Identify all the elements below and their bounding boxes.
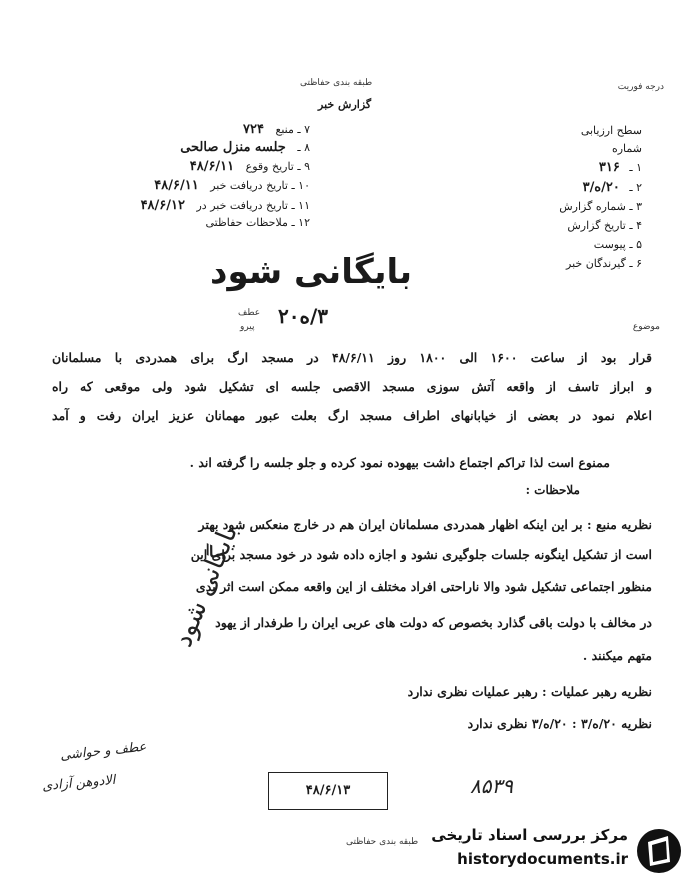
- logo-title: مرکز بررسی اسناد تاریخی: [431, 826, 628, 844]
- right-field-8: ۶ ـ گیرندگان خبر: [566, 257, 642, 270]
- archive-stamp: بایگانی شود: [210, 252, 413, 292]
- notes-label: ملاحظات :: [525, 483, 580, 497]
- right-field-7: ۵ ـ پیوست: [593, 238, 642, 251]
- right-field-1: سطح ارزیابی: [580, 124, 642, 137]
- file-ref-code: ۳/ه۲۰: [278, 304, 329, 328]
- note-line-4: در مخالف با دولت باقی گذارد بخصوص که دولت های عربی ایران را طرفدار از یهود: [215, 615, 652, 630]
- note-line-3: منظور اجتماعی تشکیل شود والا ناراحتی افراد مختلف از این واقعه ممکن است اثر بدی: [195, 579, 652, 594]
- archive-stamp-handwritten: بایگانی شود: [168, 520, 245, 652]
- logo: [418, 822, 698, 882]
- right-field-3: ۱ ـ ۳۱۶: [598, 160, 642, 175]
- right-field-6: ۴ ـ تاریخ گزارش: [567, 219, 642, 232]
- handwritten-note-1: عطف و حواشی: [59, 739, 148, 764]
- stamp-box-text: ۴۸/۶/۱۳: [305, 783, 351, 798]
- note-line-1: نظریه منبع : بر این اینکه اظهار همدردی مسلمانان ایران هم در خارج منعکس شود بهتر: [198, 517, 652, 532]
- left-field-source: ۷ ـ منبع ۷۲۴: [243, 122, 310, 137]
- stamp-box: [268, 772, 388, 810]
- body-line-1: قرار بود از ساعت ۱۶۰۰ الی ۱۸۰۰ روز ۴۸/۶/۱۱ در مسجد ارگ برای همدردی با مسلمانان: [52, 350, 652, 365]
- right-field-2: شماره: [611, 142, 642, 155]
- ref-small-bottom: پیرو: [240, 322, 255, 332]
- body-line-4: ممنوع است لذا تراکم اجتماع داشت بیهوده نمود کرده و جلو جلسه را گرفته اند .: [189, 455, 610, 470]
- left-field-occurrence-date: ۹ ـ تاریخ وقوع ۴۸/۶/۱۱: [189, 159, 310, 174]
- date-scribble: ۸۵۳۹: [470, 774, 513, 798]
- classification-label: طبقه بندی حفاظتی: [300, 78, 373, 88]
- report-title: گزارش خبر: [318, 98, 372, 111]
- note-line-2: است از تشکیل اینگونه جلسات جلوگیری نشود و اجازه داده شود در خود مسجد برای این: [190, 547, 652, 562]
- final-line: نظریه ۲۰/ه/۳ : ۲۰/ه/۳ نظری ندارد: [467, 716, 652, 731]
- left-field-notes: ۱۲ ـ ملاحظات حفاظتی: [205, 216, 310, 229]
- left-field-received-date: ۱۰ ـ تاریخ دریافت خبر ۴۸/۶/۱۱: [154, 178, 310, 193]
- right-field-4: ۲ ـ ۲۰/ه/۳: [582, 180, 642, 195]
- priority-label: درجه فوریت: [617, 82, 664, 92]
- right-field-5: ۳ ـ شماره گزارش: [559, 200, 642, 213]
- body-line-2: و ابراز تاسف از واقعه آتش سوزی مسجد الاقصی جلسه ای تشکیل شود ولی موقعی که راه: [52, 379, 652, 394]
- left-field-received-date-2: ۱۱ ـ تاریخ دریافت خبر در ۴۸/۶/۱۲: [140, 198, 310, 213]
- logo-url: historydocuments.ir: [457, 850, 628, 868]
- left-field-place: ۸ ـ جلسه منزل صالحی: [180, 140, 310, 155]
- subject-label: موضوع: [632, 322, 660, 332]
- note-line-5: متهم میکنند .: [582, 648, 652, 663]
- leader-line: نظریه رهبر عملیات : رهبر عملیات نظری ندارد: [407, 684, 652, 699]
- logo-emblem-icon: [634, 826, 684, 876]
- ref-small-top: عطف: [238, 308, 261, 318]
- body-line-3: اعلام نمود در بعضی از خیابانهای اطراف مسجد ارگ بعلت عبور مهمانان عزیز ایران رفت و آمد: [52, 408, 652, 423]
- handwritten-note-2: الادوهن آزادی: [41, 772, 116, 795]
- footer-classification: طبقه بندی حفاظتی: [346, 837, 419, 847]
